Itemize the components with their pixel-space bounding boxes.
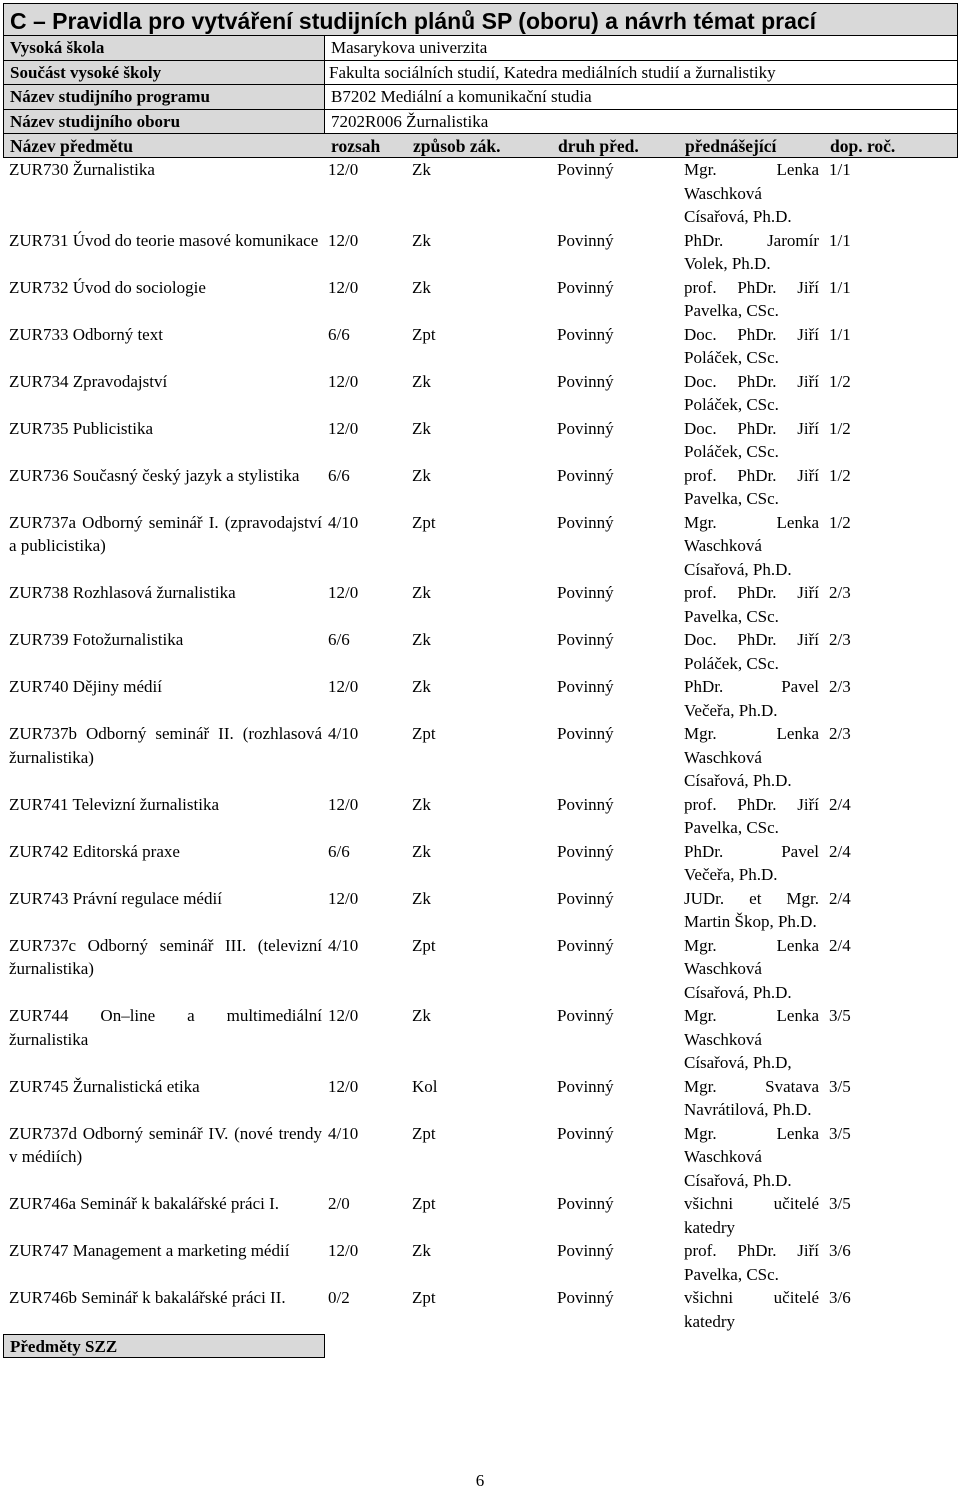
table-row — [3, 370, 958, 417]
course-zpusob: Zk — [412, 888, 431, 908]
table-row — [3, 417, 958, 464]
info-row-field — [3, 110, 958, 135]
course-year: 1/1 — [829, 324, 851, 344]
course-year: 1/2 — [829, 512, 851, 532]
course-rozsah: 12/0 — [328, 230, 359, 250]
course-rozsah: 12/0 — [328, 160, 359, 179]
course-lecturer: Doc. PhDr. Jiří Poláček, CSc. — [684, 324, 819, 367]
course-rozsah: 4/10 — [328, 935, 359, 955]
course-rozsah: 12/0 — [328, 888, 359, 908]
course-rozsah: 12/0 — [328, 1006, 359, 1025]
header-rozsah: rozsah — [331, 136, 381, 156]
table-row — [3, 887, 958, 934]
course-name: ZUR736 Současný český jazyk a stylistika — [9, 465, 300, 485]
course-zpusob: Zk — [412, 418, 431, 438]
course-druh: Povinný — [557, 1288, 614, 1307]
course-rozsah: 12/0 — [328, 418, 359, 438]
course-name: ZUR742 Editorská praxe — [9, 841, 180, 861]
course-rozsah: 12/0 — [328, 1241, 359, 1260]
course-year: 2/3 — [829, 677, 851, 696]
course-druh: Povinný — [557, 583, 614, 602]
course-year: 3/5 — [829, 1076, 851, 1096]
table-row — [3, 511, 958, 582]
course-year: 2/4 — [829, 935, 851, 955]
course-year: 3/6 — [829, 1288, 851, 1307]
table-row — [3, 628, 958, 675]
course-zpusob: Zk — [412, 677, 431, 696]
course-druh: Povinný — [557, 277, 614, 297]
course-name: ZUR737b Odborný seminář II. (rozhlasová žurnalistika) — [9, 724, 322, 767]
course-lecturer: Doc. PhDr. Jiří Poláček, CSc. — [684, 371, 819, 414]
table-row — [3, 1192, 958, 1239]
course-lecturer: prof. PhDr. Jiří Pavelka, CSc. — [684, 465, 819, 508]
course-name: ZUR734 Zpravodajství — [9, 371, 168, 391]
course-lecturer: PhDr. Pavel Večeřa, Ph.D. — [684, 677, 819, 720]
course-druh: Povinný — [557, 888, 614, 908]
course-lecturer: prof. PhDr. Jiří Pavelka, CSc. — [684, 277, 819, 320]
course-year: 2/4 — [829, 794, 851, 814]
course-name: ZUR740 Dějiny médií — [9, 677, 162, 696]
course-lecturer: prof. PhDr. Jiří Pavelka, CSc. — [684, 1241, 819, 1284]
course-year: 1/1 — [829, 160, 851, 179]
info-label: Název studijního programu — [4, 85, 325, 109]
course-zpusob: Kol — [412, 1076, 438, 1096]
table-row — [3, 722, 958, 793]
page-title: C – Pravidla pro vytváření studijních plánů SP (oboru) a návrh témat prací — [3, 3, 958, 36]
course-druh: Povinný — [557, 1076, 614, 1096]
table-row — [3, 840, 958, 887]
course-lecturer: všichni učitelé katedry — [684, 1288, 819, 1331]
course-rozsah: 2/0 — [328, 1194, 350, 1213]
course-druh: Povinný — [557, 841, 614, 861]
course-year: 3/5 — [829, 1006, 851, 1025]
course-lecturer: Mgr. Lenka Waschková Císařová, Ph.D. — [684, 160, 819, 226]
course-druh: Povinný — [557, 465, 614, 485]
course-druh: Povinný — [557, 1241, 614, 1260]
course-rozsah: 4/10 — [328, 724, 359, 743]
course-lecturer: prof. PhDr. Jiří Pavelka, CSc. — [684, 583, 819, 626]
course-year: 2/4 — [829, 841, 851, 861]
course-zpusob: Zk — [412, 230, 431, 250]
course-name: ZUR743 Právní regulace médií — [9, 888, 222, 908]
table-row — [3, 323, 958, 370]
course-name: ZUR737c Odborný seminář III. (televizní žurnalistika) — [9, 935, 322, 978]
course-zpusob: Zk — [412, 160, 431, 179]
course-name: ZUR741 Televizní žurnalistika — [9, 794, 220, 814]
course-year: 3/5 — [829, 1123, 851, 1143]
course-year: 2/3 — [829, 583, 851, 602]
header-name: Název předmětu — [10, 136, 133, 156]
course-lecturer: Mgr. Lenka Waschková Císařová, Ph.D, — [684, 1006, 819, 1072]
table-row — [3, 1239, 958, 1286]
course-name: ZUR746a Seminář k bakalářské práci I. — [9, 1194, 280, 1213]
course-year: 3/6 — [829, 1241, 851, 1260]
course-druh: Povinný — [557, 371, 614, 391]
table-row — [3, 229, 958, 276]
course-druh: Povinný — [557, 324, 614, 344]
info-value: Masarykova univerzita — [331, 38, 488, 57]
course-lecturer: Mgr. Lenka Waschková Císařová, Ph.D. — [684, 724, 819, 790]
info-value: B7202 Mediální a komunikační studia — [331, 87, 592, 106]
course-rozsah: 12/0 — [328, 583, 359, 602]
course-zpusob: Zpt — [412, 512, 436, 532]
course-lecturer: prof. PhDr. Jiří Pavelka, CSc. — [684, 794, 819, 837]
table-row — [3, 464, 958, 511]
course-name: ZUR738 Rozhlasová žurnalistika — [9, 583, 236, 602]
course-druh: Povinný — [557, 1006, 614, 1025]
course-druh: Povinný — [557, 160, 614, 179]
info-row-school — [3, 36, 958, 61]
course-lecturer: Mgr. Svatava Navrátilová, Ph.D. — [684, 1076, 819, 1119]
course-lecturer: Doc. PhDr. Jiří Poláček, CSc. — [684, 418, 819, 461]
course-name: ZUR745 Žurnalistická etika — [9, 1076, 200, 1096]
course-zpusob: Zpt — [412, 324, 436, 344]
info-row-faculty — [3, 61, 958, 86]
info-label: Součást vysoké školy — [4, 61, 325, 85]
table-row — [3, 1286, 958, 1333]
course-zpusob: Zpt — [412, 935, 436, 955]
course-rozsah: 12/0 — [328, 371, 359, 391]
course-zpusob: Zk — [412, 841, 431, 861]
course-lecturer: PhDr. Pavel Večeřa, Ph.D. — [684, 841, 819, 884]
course-table — [3, 158, 958, 1333]
course-lecturer: Mgr. Lenka Waschková Císařová, Ph.D. — [684, 512, 819, 579]
course-rozsah: 12/0 — [328, 1076, 359, 1096]
course-name: ZUR733 Odborný text — [9, 324, 163, 344]
page-number: 6 — [475, 1471, 485, 1490]
course-name: ZUR732 Úvod do sociologie — [9, 277, 206, 297]
course-druh: Povinný — [557, 418, 614, 438]
course-year: 2/3 — [829, 724, 851, 743]
course-rozsah: 0/2 — [328, 1288, 350, 1307]
course-druh: Povinný — [557, 724, 614, 743]
course-zpusob: Zpt — [412, 1288, 436, 1307]
course-lecturer: všichni učitelé katedry — [684, 1194, 819, 1237]
course-year: 2/4 — [829, 888, 851, 908]
course-zpusob: Zk — [412, 583, 431, 602]
table-header — [3, 134, 958, 158]
course-name: ZUR747 Management a marketing médií — [9, 1241, 290, 1260]
course-lecturer: Doc. PhDr. Jiří Poláček, CSc. — [684, 630, 819, 673]
course-zpusob: Zpt — [412, 1123, 436, 1143]
course-year: 2/3 — [829, 630, 851, 649]
course-rozsah: 12/0 — [328, 277, 359, 297]
course-year: 1/2 — [829, 418, 851, 438]
course-rozsah: 4/10 — [328, 1123, 359, 1143]
course-lecturer: Mgr. Lenka Waschková Císařová, Ph.D. — [684, 1123, 819, 1190]
info-value: 7202R006 Žurnalistika — [331, 111, 489, 131]
course-druh: Povinný — [557, 630, 614, 649]
info-label: Název studijního oboru — [4, 110, 325, 134]
header-druh: druh před. — [558, 136, 639, 156]
course-rozsah: 4/10 — [328, 512, 359, 532]
info-row-program — [3, 85, 958, 110]
course-druh: Povinný — [557, 794, 614, 814]
course-zpusob: Zk — [412, 277, 431, 297]
course-zpusob: Zk — [412, 794, 431, 814]
course-rozsah: 6/6 — [328, 630, 350, 649]
table-row — [3, 1122, 958, 1193]
course-name: ZUR746b Seminář k bakalářské práci II. — [9, 1288, 286, 1307]
table-row — [3, 675, 958, 722]
course-year: 1/1 — [829, 277, 851, 297]
course-rozsah: 12/0 — [328, 677, 359, 696]
course-year: 1/2 — [829, 465, 851, 485]
course-zpusob: Zk — [412, 1006, 431, 1025]
course-name: ZUR735 Publicistika — [9, 418, 154, 438]
course-name: ZUR737a Odborný seminář I. (zpravodajství a publicistika) — [9, 512, 322, 555]
course-druh: Povinný — [557, 677, 614, 696]
table-row — [3, 1075, 958, 1122]
table-row — [3, 1004, 958, 1075]
szz-section-label: Předměty SZZ — [3, 1334, 325, 1358]
course-name: ZUR739 Fotožurnalistika — [9, 630, 184, 649]
course-druh: Povinný — [557, 1194, 614, 1213]
course-year: 1/1 — [829, 230, 851, 250]
table-row — [3, 934, 958, 1005]
table-row — [3, 793, 958, 840]
course-zpusob: Zk — [412, 371, 431, 391]
info-value: Fakulta sociálních studií, Katedra mediálních studií a žurnalistiky — [329, 62, 776, 82]
course-rozsah: 12/0 — [328, 794, 359, 814]
course-name: ZUR737d Odborný seminář IV. (nové trendy v médiích) — [9, 1123, 322, 1166]
course-druh: Povinný — [557, 1123, 614, 1143]
course-year: 1/2 — [829, 371, 851, 391]
course-zpusob: Zk — [412, 1241, 431, 1260]
course-druh: Povinný — [557, 935, 614, 955]
header-zpusob: způsob zák. — [413, 136, 501, 156]
course-lecturer: PhDr. Jaromír Volek, Ph.D. — [684, 230, 819, 273]
table-row — [3, 276, 958, 323]
header-prednasejici: přednášející — [685, 136, 777, 156]
info-label: Vysoká škola — [4, 36, 325, 60]
course-druh: Povinný — [557, 230, 614, 250]
course-rozsah: 6/6 — [328, 841, 350, 861]
course-zpusob: Zpt — [412, 1194, 436, 1213]
course-rozsah: 6/6 — [328, 465, 350, 485]
course-lecturer: Mgr. Lenka Waschková Císařová, Ph.D. — [684, 935, 819, 1002]
course-lecturer: JUDr. et Mgr. Martin Škop, Ph.D. — [684, 888, 819, 931]
document-page — [3, 3, 958, 1358]
course-name: ZUR744 On–line a multimediální žurnalistika — [9, 1006, 322, 1049]
course-zpusob: Zk — [412, 465, 431, 485]
table-row — [3, 581, 958, 628]
header-roc: dop. roč. — [830, 136, 896, 156]
table-row — [3, 158, 958, 229]
course-zpusob: Zpt — [412, 724, 436, 743]
course-druh: Povinný — [557, 512, 614, 532]
course-zpusob: Zk — [412, 630, 431, 649]
course-year: 3/5 — [829, 1194, 851, 1213]
course-name: ZUR731 Úvod do teorie masové komunikace — [9, 230, 319, 250]
course-rozsah: 6/6 — [328, 324, 350, 344]
course-name: ZUR730 Žurnalistika — [9, 160, 155, 179]
